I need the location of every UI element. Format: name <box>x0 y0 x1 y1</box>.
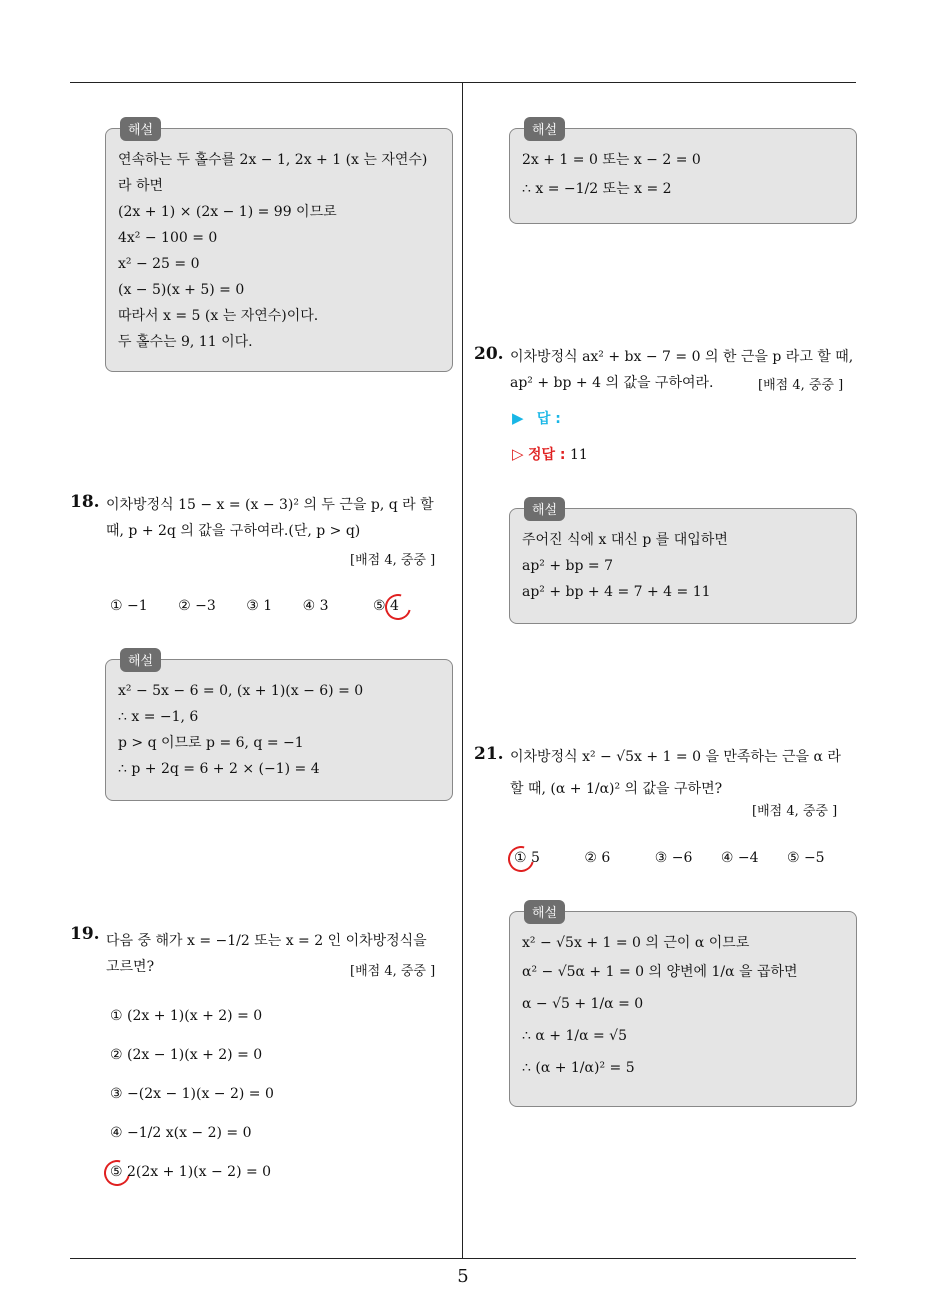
explanation-line: ∴ (α + 1/α)² = 5 <box>522 1060 635 1076</box>
choice-option[interactable]: ③ −6 <box>654 850 693 866</box>
question-line: 이차방정식 x² − √5x + 1 = 0 을 만족하는 근을 α 라 <box>510 749 841 765</box>
explanation-tag: 해설 <box>524 117 565 141</box>
explanation-line: 4x² − 100 = 0 <box>118 230 218 246</box>
explanation-line: x² − √5x + 1 = 0 의 근이 α 이므로 <box>522 935 750 951</box>
page-number: 5 <box>457 1266 469 1287</box>
explanation-line: (x − 5)(x + 5) = 0 <box>118 282 245 298</box>
explanation-box-18 <box>105 654 453 801</box>
choice-option[interactable]: ⑤ 2(2x + 1)(x − 2) = 0 <box>110 1164 272 1180</box>
explanation-line: p > q 이므로 p = 6, q = −1 <box>118 735 304 751</box>
question-number-21: 21. <box>474 744 504 764</box>
answer-circle-mark <box>503 841 539 877</box>
explanation-box-19 <box>509 123 857 224</box>
explanation-line: ∴ α + 1/α = √5 <box>522 1028 627 1044</box>
explanation-tag: 해설 <box>524 497 565 521</box>
correct-answer-value: 11 <box>569 447 588 463</box>
explanation-line: ∴ x = −1, 6 <box>118 709 199 725</box>
explanation-tag: 해설 <box>524 900 565 924</box>
choice-option[interactable]: ① −1 <box>110 598 148 614</box>
question-line: 할 때, (α + 1/α)² 의 값을 구하면? <box>510 781 723 797</box>
choice-option[interactable]: ② (2x − 1)(x + 2) = 0 <box>110 1047 263 1063</box>
explanation-line: (2x + 1) × (2x − 1) = 99 이므로 <box>118 204 337 220</box>
question-line: 때, p + 2q 의 값을 구하여라.(단, p > q) <box>106 523 361 539</box>
choice-option[interactable]: ④ −4 <box>720 850 759 866</box>
question-number-19: 19. <box>70 924 100 944</box>
choice-option[interactable]: ③ −(2x − 1)(x − 2) = 0 <box>110 1086 274 1102</box>
score-label-19: [배점 4, 중중 ] <box>350 964 436 979</box>
choices-21 <box>514 850 851 866</box>
question-line: 이차방정식 15 − x = (x − 3)² 의 두 근을 p, q 라 할 <box>106 497 434 513</box>
answer-circle-mark <box>99 1155 135 1191</box>
choices-18 <box>110 598 425 614</box>
correct-answer-label: 정답 : <box>528 447 566 463</box>
choice-option[interactable]: ③ 1 <box>246 598 273 614</box>
choice-option[interactable]: ② −3 <box>178 598 216 614</box>
question-line: 고르면? <box>106 959 155 975</box>
question-text-18 <box>106 492 434 544</box>
explanation-line: x² − 5x − 6 = 0, (x + 1)(x − 6) = 0 <box>118 683 364 699</box>
explanation-line: ap² + bp + 4 = 7 + 4 = 11 <box>522 584 711 600</box>
answer-row <box>512 408 561 428</box>
play-triangle-icon: ▶ <box>512 409 524 427</box>
choice-option[interactable]: ① 5 <box>514 850 540 866</box>
explanation-line: ∴ p + 2q = 6 + 2 × (−1) = 4 <box>118 761 320 777</box>
answer-label: 답 : <box>536 411 561 427</box>
explanation-tag: 해설 <box>120 117 161 141</box>
score-label-18: [배점 4, 중중 ] <box>350 553 436 568</box>
column-divider <box>462 82 463 1258</box>
question-number-18: 18. <box>70 492 100 512</box>
explanation-line: 주어진 식에 x 대신 p 를 대입하면 <box>522 532 728 548</box>
explanation-box-21 <box>509 906 857 1107</box>
score-label-21: [배점 4, 중중 ] <box>752 804 838 819</box>
choice-option[interactable]: ⑤ 4 <box>372 598 399 614</box>
explanation-box-17 <box>105 123 453 372</box>
question-line: ap² + bp + 4 의 값을 구하여라. <box>510 375 714 391</box>
question-line: 다음 중 해가 x = −1/2 또는 x = 2 인 이차방정식을 <box>106 933 427 949</box>
explanation-line: ∴ x = −1/2 또는 x = 2 <box>522 181 672 197</box>
outline-triangle-icon: ▷ <box>512 445 524 463</box>
explanation-box-20 <box>509 503 857 624</box>
question-line: 이차방정식 ax² + bx − 7 = 0 의 한 근을 p 라고 할 때, <box>510 349 854 365</box>
explanation-line: 연속하는 두 홀수를 2x − 1, 2x + 1 (x 는 자연수) <box>118 152 428 168</box>
explanation-line: 두 홀수는 9, 11 이다. <box>118 334 253 350</box>
question-text-21 <box>510 744 841 802</box>
explanation-line: α² − √5α + 1 = 0 의 양변에 1/α 을 곱하면 <box>522 964 798 980</box>
explanation-tag: 해설 <box>120 648 161 672</box>
choice-option[interactable]: ② 6 <box>584 850 611 866</box>
score-label-20: [배점 4, 중중 ] <box>758 378 844 393</box>
explanation-line: 따라서 x = 5 (x 는 자연수)이다. <box>118 308 319 324</box>
explanation-line: x² − 25 = 0 <box>118 256 200 272</box>
bottom-rule <box>70 1258 856 1259</box>
correct-answer-row <box>512 444 588 464</box>
explanation-line: 라 하면 <box>118 178 164 194</box>
question-number-20: 20. <box>474 344 504 364</box>
top-rule <box>70 82 856 83</box>
answer-circle-mark <box>380 589 416 625</box>
choice-option[interactable]: ④ 3 <box>302 598 329 614</box>
choice-option[interactable]: ④ −1/2 x(x − 2) = 0 <box>110 1125 252 1141</box>
choice-option[interactable]: ① (2x + 1)(x + 2) = 0 <box>110 1008 263 1024</box>
explanation-line: α − √5 + 1/α = 0 <box>522 996 644 1012</box>
explanation-line: ap² + bp = 7 <box>522 558 614 574</box>
explanation-line: 2x + 1 = 0 또는 x − 2 = 0 <box>522 152 701 168</box>
choice-option[interactable]: ⑤ −5 <box>786 850 825 866</box>
